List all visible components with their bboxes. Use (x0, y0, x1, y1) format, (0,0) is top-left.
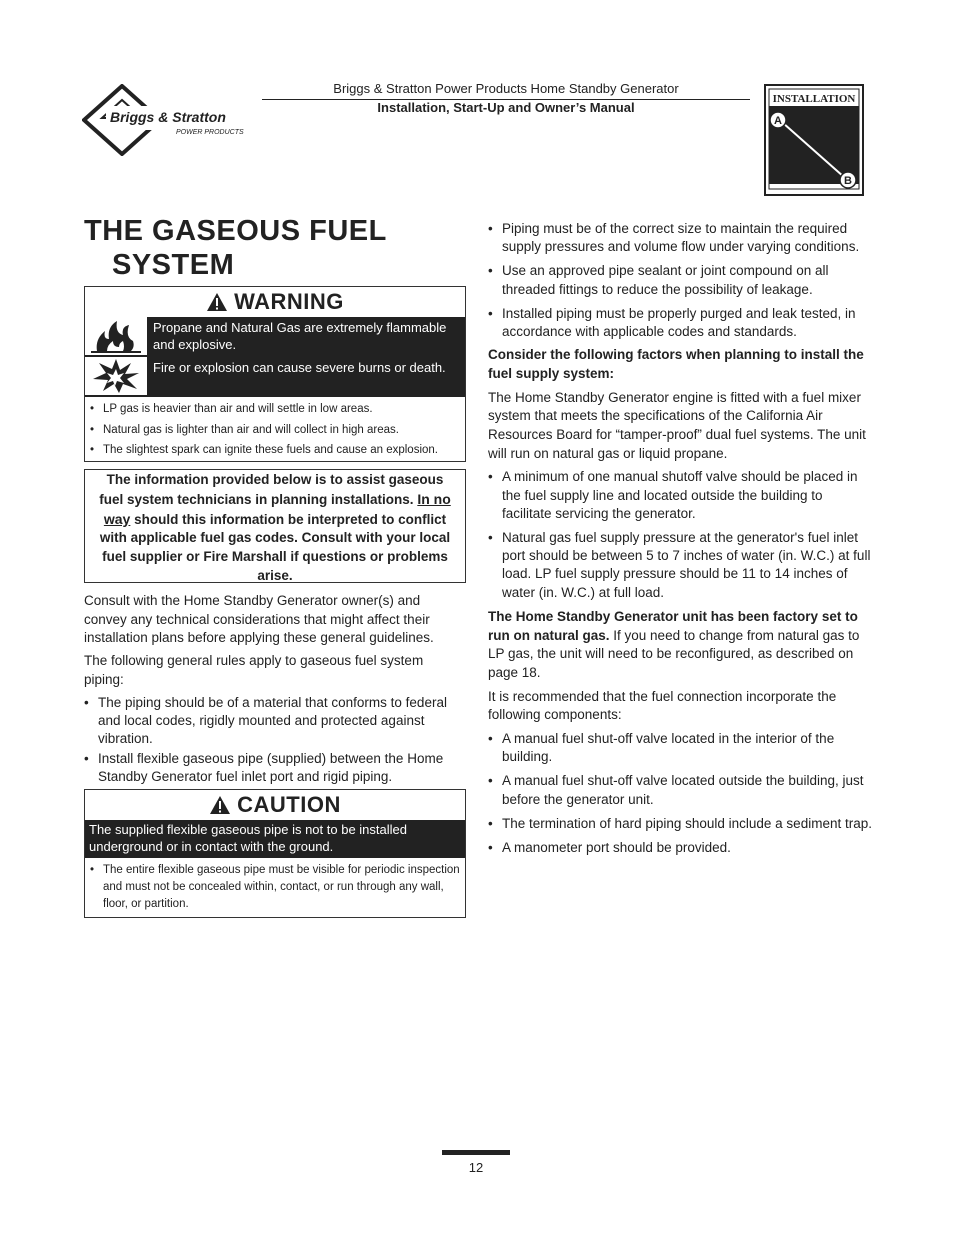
warning-triangle-icon (209, 795, 231, 815)
piping-rules-list (84, 694, 466, 787)
paragraph: It is recommended that the fuel connection incorporate the following components: (488, 688, 837, 723)
warning-box (84, 286, 466, 462)
fuel-supply-list (488, 468, 873, 601)
caution-text: The supplied flexible gaseous pipe is not to be installed underground or in contact with the ground. (85, 820, 465, 858)
notice-text: The information provided below is to assist gaseous fuel system technicians in planning installations. In no way should this information be interpreted to conflict with applicable fuel gas codes. Consult with your local fuel supplier or Fire Marshall if questions or problems arise. (99, 472, 451, 583)
paragraph: The following general rules apply to gaseous fuel system piping: (84, 653, 424, 687)
list-item: • A manometer port should be provided. (488, 839, 873, 857)
paragraph: The Home Standby Generator engine is fitted with a fuel mixer system that meets the specifications of the California Air Resources Board for “tamper-proof” dual fuel systems. The unit will run on natural gas or liquid propane. (488, 389, 866, 461)
hazard-text: Fire or explosion can cause severe burns or death. (153, 360, 446, 375)
list-item: • A minimum of one manual shutoff valve should be placed in the fuel supply line and located outside the building to facilitate servicing the generator. (488, 468, 873, 523)
svg-text:POWER PRODUCTS: POWER PRODUCTS (176, 129, 244, 136)
section-heading: Consider the following factors when planning to install the fuel supply system: (488, 347, 864, 381)
list-item: • LP gas is heavier than air and will settle in low areas. (85, 401, 465, 418)
list-item: • Piping must be of the correct size to maintain the required supply pressures and volume flow under varying conditions. (488, 220, 873, 256)
list-item: • The termination of hard piping should include a sediment trap. (488, 815, 873, 833)
page-title (84, 214, 464, 282)
installation-badge (764, 84, 864, 196)
notice-box (84, 469, 466, 583)
warning-triangle-icon (206, 292, 228, 312)
list-item: • Use an approved pipe sealant or joint compound on all threaded fittings to reduce the possibility of leakage. (488, 262, 873, 298)
hazard-row (85, 357, 465, 397)
components-list (488, 730, 873, 857)
warning-heading-label: WARNING (234, 289, 344, 314)
header-title: Briggs & Stratton Power Products Home Standby Generator (333, 81, 679, 96)
caution-heading-label: CAUTION (237, 792, 341, 817)
caution-heading (85, 790, 465, 820)
flame-icon (85, 317, 147, 355)
page-title-line1: THE GASEOUS FUEL (84, 215, 387, 247)
explosion-icon (85, 357, 147, 395)
warning-list (85, 401, 465, 463)
svg-text:A: A (774, 115, 782, 127)
svg-text:B: B (844, 175, 852, 187)
list-item: • A manual fuel shut-off valve located in the interior of the building. (488, 730, 873, 766)
list-item: • The piping should be of a material that conforms to federal and local codes, rigidly mounted and protected against vibration. (84, 694, 466, 749)
page-number: 12 (468, 1160, 484, 1175)
list-item: • Natural gas fuel supply pressure at the generator's fuel inlet port should be between 5 to 7 inches of water (in. W.C.) at full load. LP fuel supply pressure should be 11 to 14 inches of water (in. W.C.) at full load. (488, 529, 873, 602)
list-item: • Installed piping must be properly purged and leak tested, in accordance with applicable codes and standards. (488, 305, 873, 341)
list-item: • Natural gas is lighter than air and will collect in high areas. (85, 422, 465, 439)
header-subtitle: Installation, Start-Up and Owner’s Manual (377, 100, 635, 115)
right-column (488, 220, 873, 857)
hazard-row (85, 317, 465, 357)
hazard-text: Propane and Natural Gas are extremely flammable and explosive. (153, 320, 447, 352)
caution-list (85, 862, 465, 913)
list-item: • The slightest spark can ignite these fuels and cause an explosion. (85, 442, 465, 459)
left-body (84, 592, 466, 787)
page-title-line2: SYSTEM (112, 249, 235, 281)
svg-text:INSTALLATION: INSTALLATION (772, 93, 856, 105)
page-number-bar (442, 1150, 510, 1155)
brand-logo (82, 84, 257, 156)
caution-box (84, 789, 466, 918)
svg-text:Briggs & Stratton: Briggs & Stratton (110, 109, 226, 125)
factory-setting-paragraph: The Home Standby Generator unit has been factory set to run on natural gas. If you need to change from natural gas to LP gas, the unit will need to be reconfigured, as described on page 18. (488, 608, 860, 680)
list-item: • Install flexible gaseous pipe (supplied) between the Home Standby Generator fuel inlet port and rigid piping. (84, 750, 466, 786)
piping-requirements-list (488, 220, 873, 341)
list-item: • A manual fuel shut-off valve located outside the building, just before the generator unit. (488, 772, 873, 808)
notice-emphasis: In no way (103, 490, 451, 527)
warning-hazard-panel (85, 317, 465, 397)
warning-heading (85, 287, 465, 317)
list-item: • The entire flexible gaseous pipe must be visible for periodic inspection and must not be concealed within, contact, or run through any wall, floor, or partition. (85, 862, 465, 913)
paragraph: Consult with the Home Standby Generator owner(s) and convey any technical considerations that might affect their installation plans before applying these general guidelines. (84, 593, 434, 646)
